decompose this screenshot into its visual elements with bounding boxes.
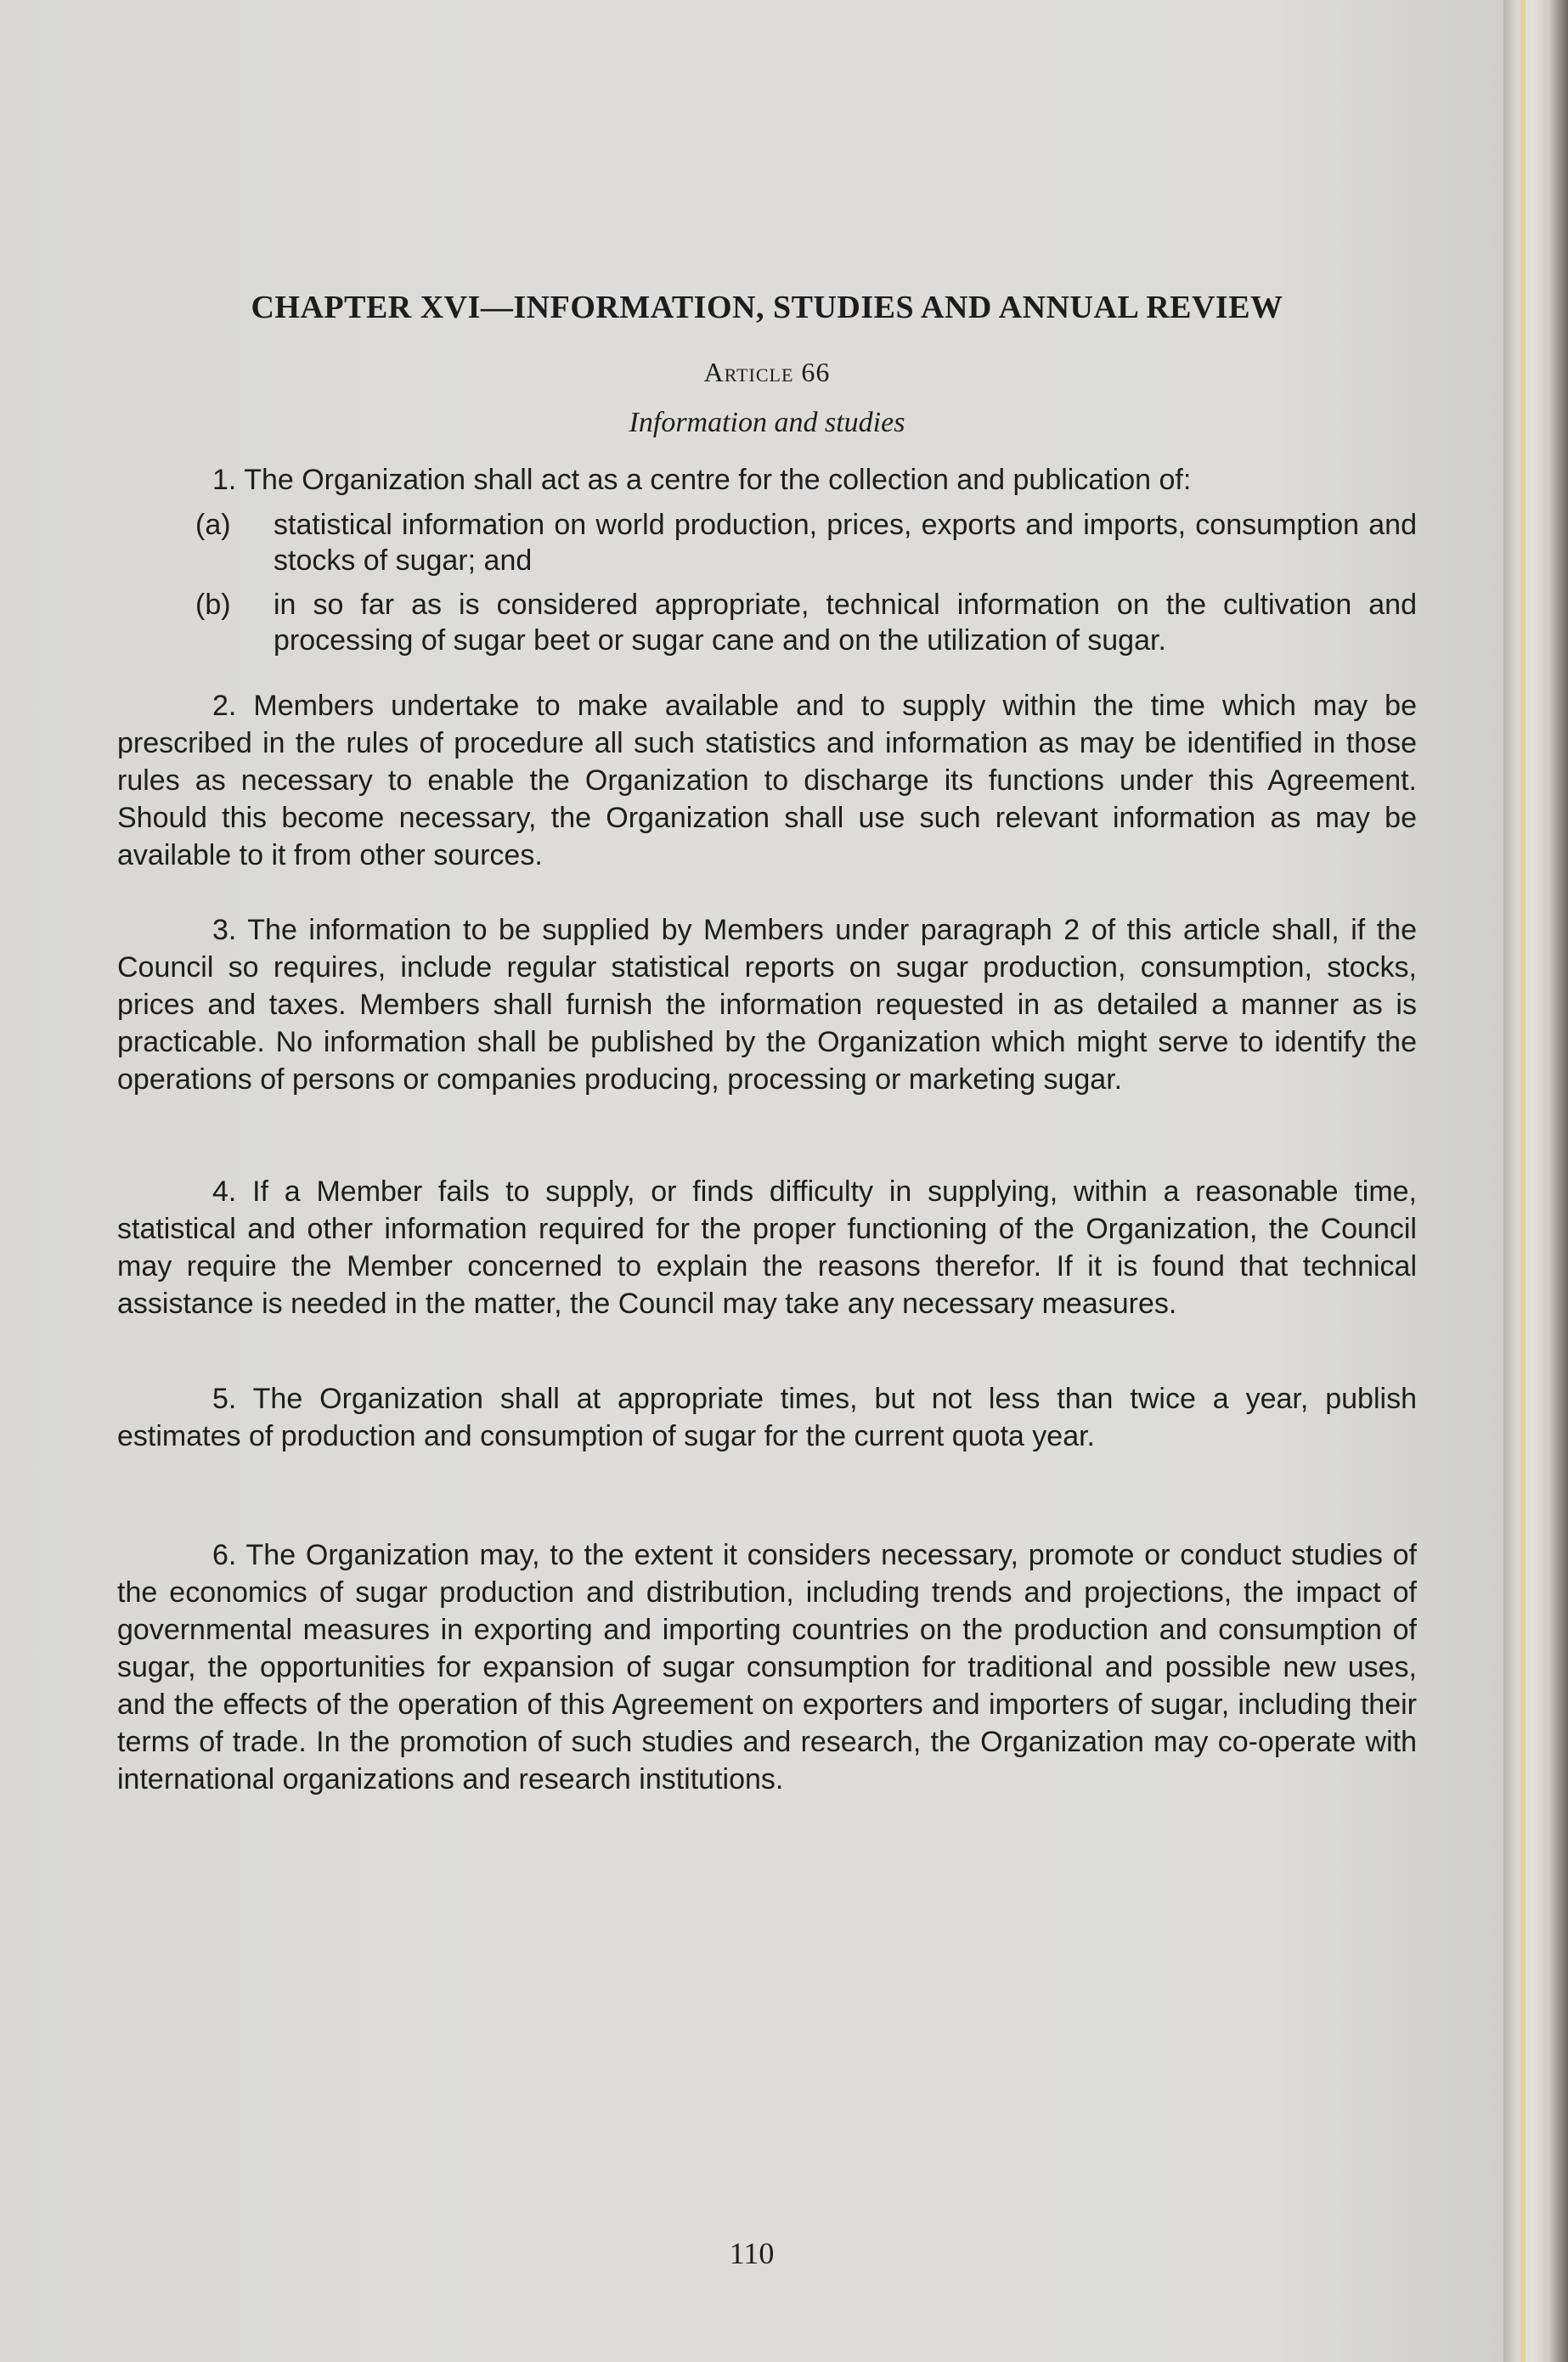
paragraph-3: 3. The information to be supplied by Members under paragraph 2 of this article shall, if the Council so requires, include regular statistical reports on sugar production, consumption, stocks, prices and taxes. Members shall furnish the information requested in as detailed a manner as is practicable. No information shall be published by the Organization which might serve to identify the operations of persons or companies producing, processing or marketing sugar. xyxy=(117,914,1417,1096)
book-page-edge xyxy=(1503,0,1568,2362)
list-item-b xyxy=(117,587,1417,658)
article-title: Article 66 xyxy=(703,357,831,387)
list-item-a-label: (a) xyxy=(195,509,231,541)
paragraph-5: 5. The Organization shall at appropriate times, but not less than twice a year, publish estimates of production and consumption of sugar for the current quota year. xyxy=(117,1383,1417,1452)
paragraph-1: 1. The Organization shall act as a centre for the collection and publication of: xyxy=(212,464,1192,496)
list-item-a-text: statistical information on world production, prices, exports and imports, consumption and stocks of sugar; and xyxy=(274,509,1417,577)
list-item-b-label: (b) xyxy=(195,589,231,621)
paragraph-2: 2. Members undertake to make available and to supply within the time which may be prescribed in the rules of procedure all such statistics and information as may be identified in those rules as necessary to enable the Organization to discharge its functions under this Agreement. Should this become necessary, the Organization shall use such relevant information as may be available to it from other sources. xyxy=(117,690,1417,871)
bookmark-ribbon xyxy=(1520,0,1526,2362)
paragraph-6: 6. The Organization may, to the extent it considers necessary, promote or conduct studies of the economics of sugar production and distribution, including trends and projections, the impact of governmental measures in exporting and importing countries on the production and consumption of sugar, the opportunities for expansion of sugar consumption for traditional and possible new uses, and the effects of the operation of this Agreement on exporters and importers of sugar, including their terms of trade. In the promotion of such studies and research, the Organization may co-operate with international organizations and research institutions. xyxy=(117,1539,1417,1795)
page-number: 110 xyxy=(729,2236,775,2270)
list-item-b-text: in so far as is considered appropriate, technical information on the cultivation and processing of sugar beet or sugar cane and on the utilization of sugar. xyxy=(274,589,1417,657)
chapter-title: CHAPTER XVI—INFORMATION, STUDIES AND ANNUAL REVIEW xyxy=(251,290,1283,325)
article-body xyxy=(117,289,1417,1798)
paragraph-4: 4. If a Member fails to supply, or finds difficulty in supplying, within a reasonable time, statistical and other information required for the proper functioning of the Organization, the Council may require the Member concerned to explain the reasons therefor. If it is found that technical assistance is needed in the matter, the Council may take any necessary measures. xyxy=(117,1175,1417,1320)
list-item-a xyxy=(117,507,1417,578)
article-subtitle: Information and studies xyxy=(629,407,905,438)
